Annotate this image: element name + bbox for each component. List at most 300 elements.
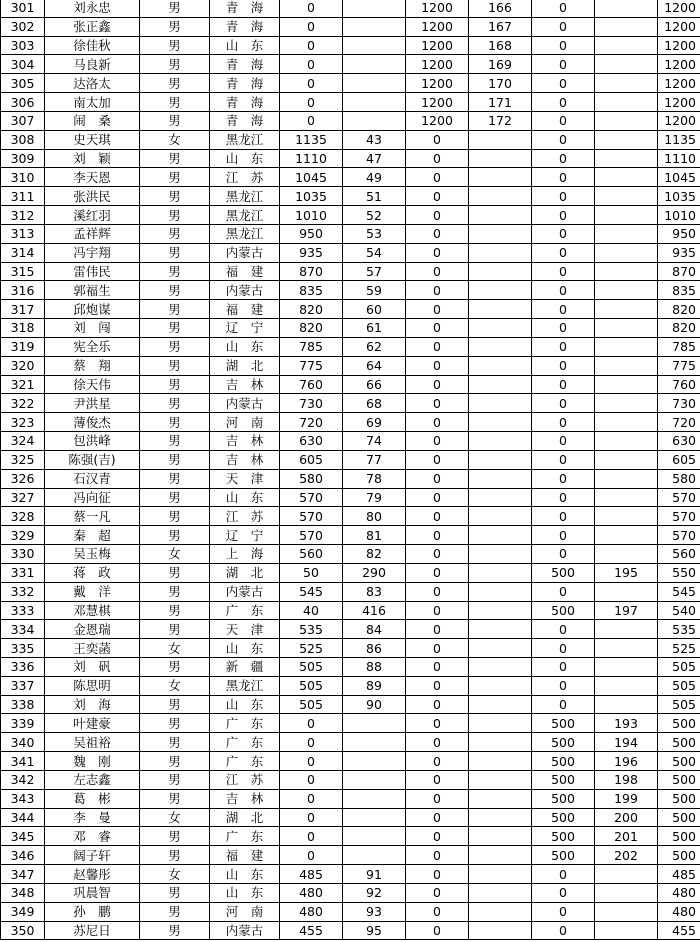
cell-province: 内蒙古 (210, 394, 280, 413)
cell-rank-c: 202 (595, 846, 658, 865)
cell-rank: 315 (1, 262, 45, 281)
cell-name: 孙 鹏 (45, 902, 140, 921)
cell-points-a: 580 (280, 469, 343, 488)
cell-rank: 344 (1, 808, 45, 827)
cell-points-a: 775 (280, 356, 343, 375)
cell-rank-c (595, 300, 658, 319)
cell-province: 黑龙江 (210, 224, 280, 243)
cell-province: 山 东 (210, 149, 280, 168)
table-row (1, 432, 700, 451)
cell-rank: 306 (1, 93, 45, 112)
cell-points-c: 0 (532, 450, 595, 469)
cell-rank-a (343, 36, 406, 55)
cell-rank-b (469, 733, 532, 752)
cell-province: 黑龙江 (210, 130, 280, 149)
table-row (1, 0, 700, 17)
cell-points-b: 1200 (406, 111, 469, 130)
cell-points-a: 0 (280, 0, 343, 17)
cell-points-c: 500 (532, 563, 595, 582)
cell-points-b: 0 (406, 450, 469, 469)
cell-rank: 328 (1, 507, 45, 526)
cell-rank-a: 82 (343, 545, 406, 564)
cell-province: 山 东 (210, 695, 280, 714)
cell-rank: 343 (1, 789, 45, 808)
cell-name: 史天琪 (45, 130, 140, 149)
cell-total: 560 (658, 545, 700, 564)
cell-rank-b (469, 582, 532, 601)
cell-points-a: 480 (280, 902, 343, 921)
cell-gender: 男 (140, 55, 210, 74)
cell-rank-c: 201 (595, 827, 658, 846)
cell-gender: 女 (140, 865, 210, 884)
cell-province: 内蒙古 (210, 921, 280, 940)
cell-rank-a: 290 (343, 563, 406, 582)
table-row (1, 563, 700, 582)
cell-points-b: 0 (406, 733, 469, 752)
cell-rank-b (469, 206, 532, 225)
cell-gender: 男 (140, 319, 210, 338)
cell-rank-c (595, 545, 658, 564)
cell-points-b: 0 (406, 563, 469, 582)
cell-rank-a (343, 17, 406, 36)
cell-rank-a (343, 827, 406, 846)
cell-total: 505 (658, 695, 700, 714)
cell-gender: 男 (140, 356, 210, 375)
cell-rank-a (343, 752, 406, 771)
cell-gender: 男 (140, 149, 210, 168)
cell-gender: 男 (140, 902, 210, 921)
table-row (1, 789, 700, 808)
table-row (1, 74, 700, 93)
cell-rank-a (343, 93, 406, 112)
cell-rank: 336 (1, 657, 45, 676)
cell-rank-c (595, 17, 658, 36)
cell-points-a: 40 (280, 601, 343, 620)
cell-gender: 男 (140, 620, 210, 639)
cell-rank-b (469, 676, 532, 695)
cell-rank-c (595, 432, 658, 451)
cell-points-a: 720 (280, 413, 343, 432)
cell-gender: 男 (140, 206, 210, 225)
cell-points-c: 0 (532, 300, 595, 319)
cell-rank-b (469, 846, 532, 865)
cell-name: 邓慧棋 (45, 601, 140, 620)
cell-rank-b (469, 601, 532, 620)
cell-total: 500 (658, 789, 700, 808)
cell-province: 青 海 (210, 74, 280, 93)
cell-rank-c: 198 (595, 770, 658, 789)
cell-rank-a (343, 770, 406, 789)
cell-points-c: 0 (532, 676, 595, 695)
cell-rank-a: 61 (343, 319, 406, 338)
cell-rank-b: 167 (469, 17, 532, 36)
cell-rank-a: 43 (343, 130, 406, 149)
cell-rank-b (469, 413, 532, 432)
cell-name: 李天恩 (45, 168, 140, 187)
cell-rank: 321 (1, 375, 45, 394)
table-row (1, 243, 700, 262)
cell-points-c: 500 (532, 714, 595, 733)
cell-name: 张正鑫 (45, 17, 140, 36)
cell-rank-a: 64 (343, 356, 406, 375)
cell-rank-b (469, 130, 532, 149)
cell-rank-a: 90 (343, 695, 406, 714)
cell-province: 山 东 (210, 865, 280, 884)
cell-name: 雷伟民 (45, 262, 140, 281)
cell-rank: 316 (1, 281, 45, 300)
cell-province: 广 东 (210, 601, 280, 620)
cell-name: 石汉青 (45, 469, 140, 488)
cell-points-b: 0 (406, 394, 469, 413)
cell-rank-a: 416 (343, 601, 406, 620)
cell-points-b: 0 (406, 413, 469, 432)
cell-rank-c (595, 111, 658, 130)
cell-points-b: 0 (406, 356, 469, 375)
cell-rank-c (595, 902, 658, 921)
cell-points-b: 0 (406, 319, 469, 338)
table-row (1, 469, 700, 488)
cell-total: 500 (658, 752, 700, 771)
cell-points-a: 535 (280, 620, 343, 639)
table-row (1, 168, 700, 187)
cell-province: 新 疆 (210, 657, 280, 676)
cell-points-c: 0 (532, 149, 595, 168)
table-row (1, 356, 700, 375)
cell-gender: 女 (140, 130, 210, 149)
cell-points-a: 455 (280, 921, 343, 940)
cell-points-a: 1110 (280, 149, 343, 168)
cell-rank: 317 (1, 300, 45, 319)
cell-rank-b (469, 337, 532, 356)
cell-rank-a (343, 846, 406, 865)
cell-name: 达洛太 (45, 74, 140, 93)
cell-gender: 男 (140, 752, 210, 771)
cell-total: 485 (658, 865, 700, 884)
cell-points-c: 500 (532, 808, 595, 827)
cell-rank: 341 (1, 752, 45, 771)
cell-total: 500 (658, 714, 700, 733)
table-row (1, 601, 700, 620)
cell-points-c: 0 (532, 526, 595, 545)
cell-name: 宪全乐 (45, 337, 140, 356)
cell-name: 徐天伟 (45, 375, 140, 394)
cell-rank: 318 (1, 319, 45, 338)
cell-province: 湖 北 (210, 808, 280, 827)
cell-province: 湖 北 (210, 563, 280, 582)
cell-rank-a: 83 (343, 582, 406, 601)
cell-rank-c (595, 149, 658, 168)
table-row (1, 337, 700, 356)
cell-name: 吴祖裕 (45, 733, 140, 752)
cell-total: 835 (658, 281, 700, 300)
cell-points-a: 505 (280, 695, 343, 714)
cell-points-a: 570 (280, 488, 343, 507)
cell-points-b: 0 (406, 752, 469, 771)
cell-rank-a: 52 (343, 206, 406, 225)
cell-gender: 男 (140, 300, 210, 319)
cell-gender: 男 (140, 337, 210, 356)
cell-points-a: 50 (280, 563, 343, 582)
table-row (1, 639, 700, 658)
cell-province: 江 苏 (210, 770, 280, 789)
cell-total: 760 (658, 375, 700, 394)
cell-gender: 男 (140, 921, 210, 940)
cell-rank: 307 (1, 111, 45, 130)
cell-name: 李 曼 (45, 808, 140, 827)
cell-rank-b (469, 394, 532, 413)
cell-total: 1110 (658, 149, 700, 168)
table-row (1, 865, 700, 884)
cell-rank-b (469, 507, 532, 526)
cell-province: 吉 林 (210, 375, 280, 394)
cell-total: 525 (658, 639, 700, 658)
cell-points-c: 0 (532, 639, 595, 658)
cell-points-c: 0 (532, 206, 595, 225)
cell-total: 720 (658, 413, 700, 432)
cell-name: 南太加 (45, 93, 140, 112)
cell-rank-a: 80 (343, 507, 406, 526)
cell-rank-c (595, 695, 658, 714)
cell-points-c: 0 (532, 507, 595, 526)
cell-gender: 男 (140, 168, 210, 187)
cell-points-c: 0 (532, 375, 595, 394)
cell-points-a: 545 (280, 582, 343, 601)
cell-points-a: 525 (280, 639, 343, 658)
cell-rank-c (595, 375, 658, 394)
cell-rank: 350 (1, 921, 45, 940)
cell-total: 1200 (658, 0, 700, 17)
table-body (1, 0, 700, 940)
cell-rank-b (469, 865, 532, 884)
cell-rank-c (595, 36, 658, 55)
cell-points-b: 0 (406, 657, 469, 676)
cell-total: 500 (658, 733, 700, 752)
cell-rank-b (469, 488, 532, 507)
cell-total: 500 (658, 808, 700, 827)
cell-points-c: 0 (532, 413, 595, 432)
cell-rank: 325 (1, 450, 45, 469)
cell-rank: 301 (1, 0, 45, 17)
cell-gender: 男 (140, 0, 210, 17)
cell-rank-a: 62 (343, 337, 406, 356)
cell-gender: 女 (140, 676, 210, 695)
cell-total: 730 (658, 394, 700, 413)
cell-rank-a: 69 (343, 413, 406, 432)
cell-gender: 男 (140, 187, 210, 206)
cell-gender: 男 (140, 827, 210, 846)
cell-points-b: 1200 (406, 17, 469, 36)
cell-total: 1200 (658, 111, 700, 130)
cell-rank-b (469, 827, 532, 846)
cell-points-b: 0 (406, 187, 469, 206)
cell-rank-b (469, 714, 532, 733)
cell-province: 山 东 (210, 883, 280, 902)
cell-gender: 男 (140, 601, 210, 620)
cell-gender: 男 (140, 74, 210, 93)
cell-points-c: 0 (532, 55, 595, 74)
cell-gender: 男 (140, 36, 210, 55)
cell-rank-b: 166 (469, 0, 532, 17)
cell-points-a: 480 (280, 883, 343, 902)
cell-province: 吉 林 (210, 450, 280, 469)
cell-province: 福 建 (210, 262, 280, 281)
cell-rank: 319 (1, 337, 45, 356)
cell-rank-a: 57 (343, 262, 406, 281)
cell-name: 刘永忠 (45, 0, 140, 17)
cell-name: 陈强(吉) (45, 450, 140, 469)
cell-total: 1200 (658, 74, 700, 93)
cell-rank: 303 (1, 36, 45, 55)
cell-points-b: 1200 (406, 36, 469, 55)
cell-total: 535 (658, 620, 700, 639)
cell-rank-b (469, 883, 532, 902)
cell-province: 福 建 (210, 300, 280, 319)
cell-points-b: 0 (406, 601, 469, 620)
cell-rank-a (343, 74, 406, 93)
cell-rank-b: 168 (469, 36, 532, 55)
cell-gender: 女 (140, 639, 210, 658)
cell-rank-b (469, 639, 532, 658)
cell-rank-b (469, 526, 532, 545)
cell-rank-c: 193 (595, 714, 658, 733)
cell-gender: 男 (140, 394, 210, 413)
cell-points-c: 0 (532, 111, 595, 130)
cell-points-b: 0 (406, 149, 469, 168)
table-row (1, 770, 700, 789)
cell-rank-c (595, 921, 658, 940)
cell-points-a: 835 (280, 281, 343, 300)
cell-total: 630 (658, 432, 700, 451)
cell-gender: 男 (140, 770, 210, 789)
cell-points-b: 0 (406, 243, 469, 262)
table-row (1, 902, 700, 921)
cell-province: 内蒙古 (210, 243, 280, 262)
cell-points-b: 0 (406, 808, 469, 827)
cell-rank-c (595, 319, 658, 338)
cell-points-a: 0 (280, 111, 343, 130)
table-row (1, 187, 700, 206)
cell-rank: 323 (1, 413, 45, 432)
cell-points-b: 0 (406, 827, 469, 846)
cell-total: 570 (658, 507, 700, 526)
table-row (1, 620, 700, 639)
cell-name: 邓 睿 (45, 827, 140, 846)
cell-rank-a: 78 (343, 469, 406, 488)
cell-rank-b (469, 375, 532, 394)
cell-gender: 男 (140, 695, 210, 714)
table-row (1, 507, 700, 526)
cell-points-a: 0 (280, 827, 343, 846)
cell-rank: 313 (1, 224, 45, 243)
cell-gender: 女 (140, 808, 210, 827)
cell-name: 孟祥辉 (45, 224, 140, 243)
table-row (1, 36, 700, 55)
cell-province: 青 海 (210, 55, 280, 74)
cell-gender: 男 (140, 17, 210, 36)
cell-points-c: 0 (532, 356, 595, 375)
cell-gender: 女 (140, 545, 210, 564)
cell-rank-b (469, 921, 532, 940)
cell-points-b: 0 (406, 375, 469, 394)
table-row (1, 149, 700, 168)
cell-points-c: 0 (532, 243, 595, 262)
cell-rank: 302 (1, 17, 45, 36)
cell-name: 刘 海 (45, 695, 140, 714)
cell-rank-b (469, 469, 532, 488)
cell-province: 吉 林 (210, 432, 280, 451)
cell-rank-c (595, 262, 658, 281)
cell-points-b: 0 (406, 865, 469, 884)
cell-points-c: 0 (532, 74, 595, 93)
cell-rank-a: 60 (343, 300, 406, 319)
cell-province: 江 苏 (210, 507, 280, 526)
cell-gender: 男 (140, 281, 210, 300)
cell-rank-a: 84 (343, 620, 406, 639)
cell-points-c: 0 (532, 902, 595, 921)
cell-name: 吴玉梅 (45, 545, 140, 564)
cell-rank-a (343, 0, 406, 17)
cell-name: 邱炮谋 (45, 300, 140, 319)
cell-rank: 304 (1, 55, 45, 74)
cell-gender: 男 (140, 883, 210, 902)
table-row (1, 545, 700, 564)
cell-total: 820 (658, 300, 700, 319)
cell-rank-b (469, 752, 532, 771)
cell-rank: 337 (1, 676, 45, 695)
cell-name: 陈思明 (45, 676, 140, 695)
cell-points-c: 0 (532, 620, 595, 639)
cell-rank-a: 95 (343, 921, 406, 940)
cell-points-b: 0 (406, 714, 469, 733)
cell-gender: 男 (140, 582, 210, 601)
cell-name: 尹洪星 (45, 394, 140, 413)
cell-province: 青 海 (210, 17, 280, 36)
cell-points-a: 820 (280, 300, 343, 319)
cell-rank-c (595, 450, 658, 469)
cell-rank: 312 (1, 206, 45, 225)
cell-points-b: 0 (406, 281, 469, 300)
cell-name: 郭福生 (45, 281, 140, 300)
cell-total: 1010 (658, 206, 700, 225)
table-row (1, 827, 700, 846)
cell-points-a: 1010 (280, 206, 343, 225)
cell-points-b: 0 (406, 526, 469, 545)
table-row (1, 488, 700, 507)
cell-rank-b (469, 545, 532, 564)
cell-points-a: 0 (280, 808, 343, 827)
cell-gender: 男 (140, 375, 210, 394)
cell-province: 广 东 (210, 752, 280, 771)
cell-name: 溪红羽 (45, 206, 140, 225)
cell-points-c: 500 (532, 752, 595, 771)
cell-gender: 男 (140, 714, 210, 733)
cell-name: 马良新 (45, 55, 140, 74)
cell-points-a: 1135 (280, 130, 343, 149)
cell-total: 545 (658, 582, 700, 601)
cell-rank: 309 (1, 149, 45, 168)
cell-rank-c (595, 394, 658, 413)
cell-points-c: 0 (532, 17, 595, 36)
cell-points-b: 1200 (406, 0, 469, 17)
cell-total: 1200 (658, 36, 700, 55)
cell-rank-c (595, 74, 658, 93)
cell-points-c: 0 (532, 36, 595, 55)
cell-points-b: 0 (406, 770, 469, 789)
cell-name: 巩晨智 (45, 883, 140, 902)
cell-rank-b (469, 300, 532, 319)
cell-points-c: 0 (532, 394, 595, 413)
cell-name: 刘 闯 (45, 319, 140, 338)
